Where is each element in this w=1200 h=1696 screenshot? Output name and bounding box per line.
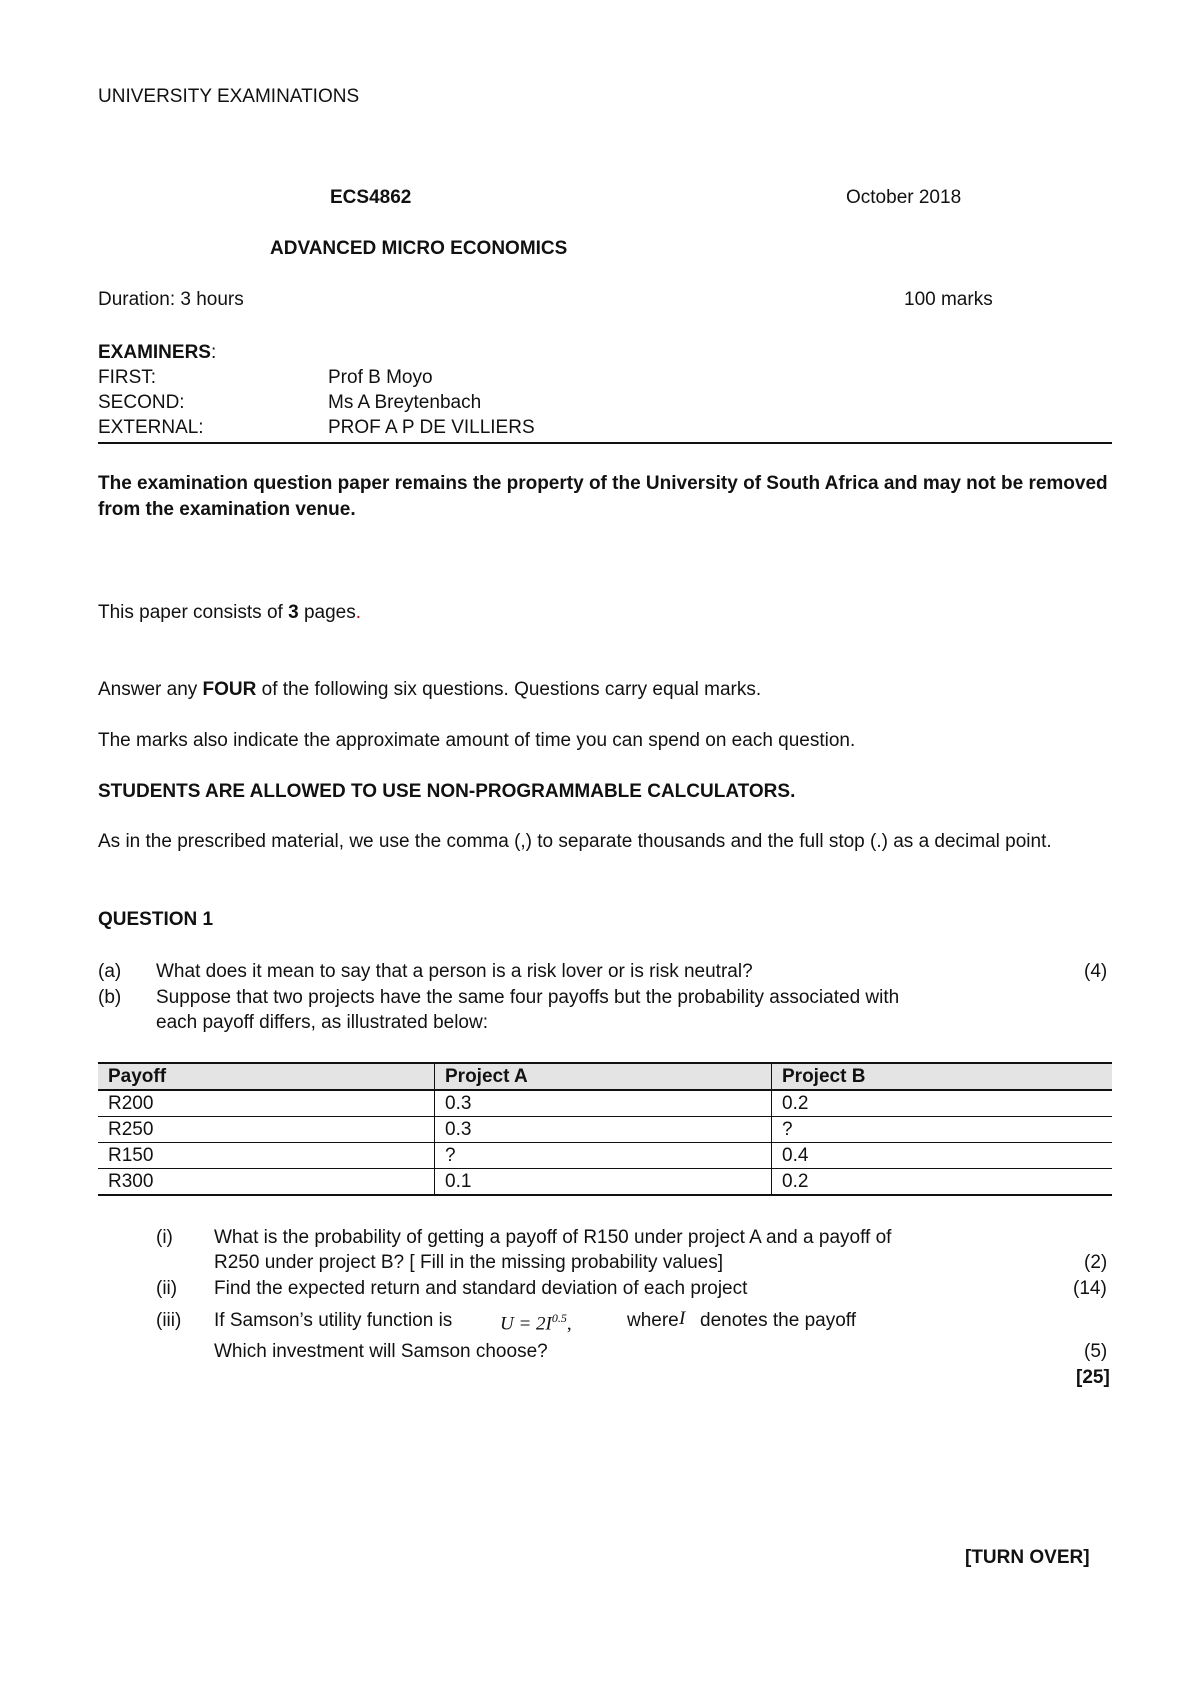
course-code: ECS4862 [330,187,412,208]
subquestion-i-marks: (2) [1084,1252,1108,1273]
table-cell-payoff: R150 [98,1143,435,1169]
subquestion-ii-label: (ii) [156,1278,178,1299]
answer-instruction [98,678,761,701]
institution-header: UNIVERSITY EXAMINATIONS [98,86,360,107]
examiner-name-second: Ms A Breytenbach [328,392,482,413]
question-1a-label: (a) [98,961,122,982]
calculator-note: STUDENTS ARE ALLOWED TO USE NON-PROGRAMMABLE CALCULATORS. [98,781,796,802]
pages-note-prefix: This paper consists of [98,602,289,623]
examiner-role-first: FIRST: [98,367,157,388]
turn-over-label: [TURN OVER] [965,1547,1090,1568]
subquestion-ii-marks: (14) [1073,1278,1107,1299]
exam-date: October 2018 [846,187,962,208]
column-header-project-a: Project A [435,1063,772,1090]
payoff-table [98,1062,1112,1196]
subquestion-i-line-1: What is the probability of getting a payoff of R150 under project A and a payoff of [214,1227,892,1248]
subquestion-iii-marks: (5) [1084,1341,1108,1362]
question-1-heading: QUESTION 1 [98,909,214,930]
table-row [98,1169,1112,1196]
header-divider [98,442,1112,444]
question-1b-label: (b) [98,987,122,1008]
question-1-total: [25] [1076,1367,1110,1388]
table-row [98,1143,1112,1169]
utility-formula-base: U = 2I [500,1313,552,1335]
utility-formula [500,1307,572,1335]
examiner-role-second: SECOND: [98,392,185,413]
pages-note-dot: . [355,602,361,623]
property-notice: The examination question paper remains the property of the University of South Africa and may not be removed from the examination venue. [98,473,1108,520]
table-cell-payoff: R300 [98,1169,435,1196]
subquestion-iii-line-2: Which investment will Samson choose? [214,1341,548,1362]
question-1a-text: What does it mean to say that a person is a risk lover or is risk neutral? [156,961,753,982]
table-row [98,1090,1112,1117]
examiner-name-first: Prof B Moyo [328,367,433,388]
marks-note: The marks also indicate the approximate amount of time you can spend on each question. [98,730,856,751]
table-cell-project-a: 0.3 [435,1117,772,1143]
decimal-note: As in the prescribed material, we use the comma (,) to separate thousands and the full stop (.) as a decimal point. [98,831,1052,852]
subquestion-ii-text: Find the expected return and standard deviation of each project [214,1278,748,1299]
question-1b-line-1: Suppose that two projects have the same four payoffs but the probability associated with [156,987,900,1008]
table-cell-project-b: 0.4 [772,1143,1113,1169]
examiner-name-external: PROF A P DE VILLIERS [328,417,535,438]
subquestion-iii-label: (iii) [156,1310,182,1331]
examiners-heading [98,341,216,364]
column-header-project-b: Project B [772,1063,1113,1090]
answer-instruction-count: FOUR [202,679,257,700]
exam-duration: Duration: 3 hours [98,289,244,310]
subquestion-i-label: (i) [156,1227,173,1248]
column-header-payoff: Payoff [98,1063,435,1090]
answer-instruction-prefix: Answer any [98,679,203,700]
payoff-variable: I [679,1308,686,1329]
table-cell-project-a: 0.3 [435,1090,772,1117]
examiners-heading-colon: : [210,342,217,363]
pages-note [98,601,361,624]
utility-formula-comma: , [566,1313,572,1335]
subquestion-iii-suffix: denotes the payoff [700,1310,856,1331]
subquestion-iii-prefix: If Samson’s utility function is [214,1310,453,1331]
question-1b-line-2: each payoff differs, as illustrated below: [156,1012,488,1033]
pages-count: 3 [288,602,299,623]
table-cell-project-b: 0.2 [772,1090,1113,1117]
table-cell-payoff: R200 [98,1090,435,1117]
payoff-table-header-row [98,1063,1112,1090]
pages-note-suffix: pages [298,602,356,623]
course-title: ADVANCED MICRO ECONOMICS [270,238,568,259]
table-cell-project-a: 0.1 [435,1169,772,1196]
exam-total-marks: 100 marks [904,289,993,310]
examiners-heading-label: EXAMINERS [98,342,211,363]
table-cell-project-b: 0.2 [772,1169,1113,1196]
utility-formula-exponent: 0.5 [551,1311,567,1325]
examiner-role-external: EXTERNAL: [98,417,204,438]
table-cell-project-a: ? [435,1143,772,1169]
table-row [98,1117,1112,1143]
subquestion-i-line-2: R250 under project B? [ Fill in the missing probability values] [214,1252,724,1273]
subquestion-iii-where: where [627,1310,679,1331]
question-1a-marks: (4) [1084,961,1108,982]
answer-instruction-suffix: of the following six questions. Questions carry equal marks. [256,679,762,700]
table-cell-project-b: ? [772,1117,1113,1143]
table-cell-payoff: R250 [98,1117,435,1143]
